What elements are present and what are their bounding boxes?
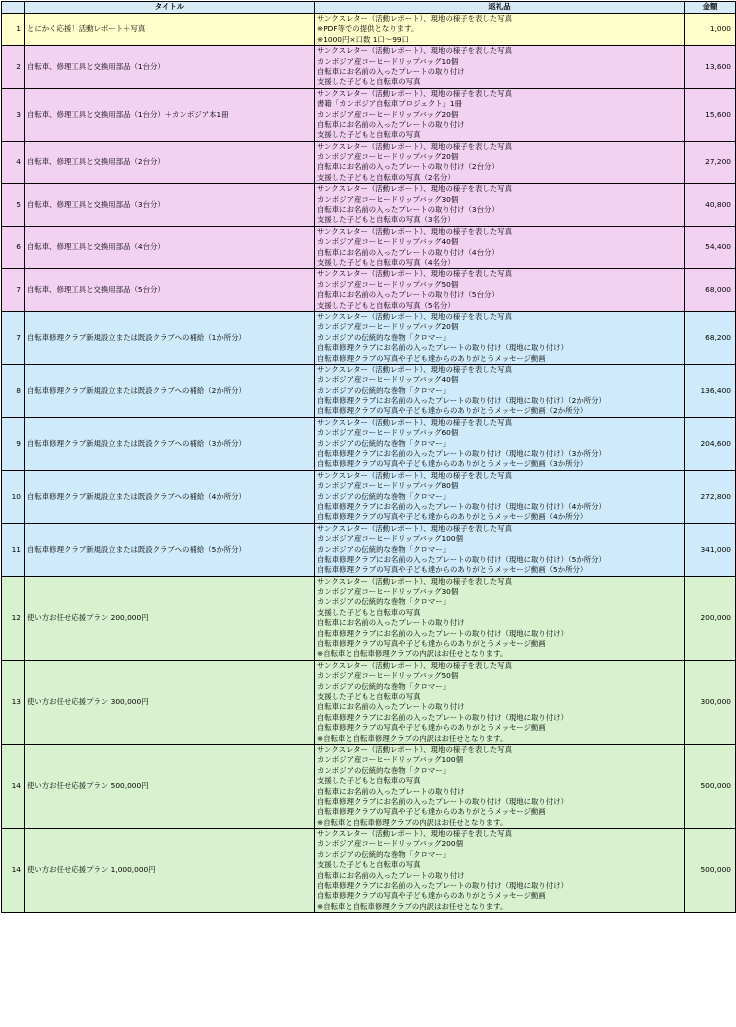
return-line: カンボジアの伝統的な巻物「クロマー」 bbox=[317, 332, 451, 342]
row-amount: 68,200 bbox=[685, 311, 736, 364]
return-line: 自転車修理クラブにお名前の入ったプレートの取り付け（現地に取り付け）（5か所分） bbox=[317, 554, 606, 564]
row-returns bbox=[315, 269, 685, 312]
return-line: サンクスレター（活動レポート）、現地の様子を表した写真 bbox=[317, 660, 512, 670]
row-amount: 40,800 bbox=[685, 184, 736, 227]
return-line: 自転車修理クラブの写真や子ども達からのありがとうメッセージ動画 bbox=[317, 353, 546, 363]
row-number: 8 bbox=[2, 364, 25, 417]
return-line: 自転車修理クラブの写真や子ども達からのありがとうメッセージ動画（3か所分） bbox=[317, 459, 588, 469]
return-line: ※PDF等での提供となります。 bbox=[317, 24, 419, 34]
return-line: カンボジア産コーヒードリップバッグ80個 bbox=[317, 481, 459, 491]
row-title: 自転車修理クラブ新規設立または既設クラブへの補給（4か所分） bbox=[25, 470, 315, 523]
row-returns bbox=[315, 829, 685, 913]
row-amount: 500,000 bbox=[685, 744, 736, 828]
return-line: 自転車修理クラブの写真や子ども達からのありがとうメッセージ動画（5か所分） bbox=[317, 565, 588, 575]
return-line: カンボジアの伝統的な巻物「クロマー」 bbox=[317, 765, 451, 775]
header-row bbox=[2, 2, 736, 14]
header-returns: 返礼品 bbox=[315, 2, 685, 14]
return-line: カンボジア産コーヒードリップバッグ200個 bbox=[317, 839, 463, 849]
return-line: 自転車修理クラブの写真や子ども達からのありがとうメッセージ動画 bbox=[317, 807, 546, 817]
row-title: 自転車修理クラブ新規設立または既設クラブへの補給（3か所分） bbox=[25, 417, 315, 470]
return-line: サンクスレター（活動レポート）、現地の様子を表した写真 bbox=[317, 523, 512, 533]
return-line: 自転車にお名前の入ったプレートの取り付け bbox=[317, 702, 465, 712]
return-line: 支援した子どもと自転車の写真 bbox=[317, 77, 421, 87]
return-line: カンボジア産コーヒードリップバッグ60個 bbox=[317, 428, 459, 438]
row-title: 自転車修理クラブ新規設立または既設クラブへの補給（1か所分） bbox=[25, 311, 315, 364]
return-line: サンクスレター（活動レポート）、現地の様子を表した写真 bbox=[317, 88, 512, 98]
return-line: 書籍「カンボジア自転車プロジェクト」1冊 bbox=[317, 99, 462, 109]
row-number: 1 bbox=[2, 14, 25, 46]
row-number: 6 bbox=[2, 226, 25, 269]
header-amount: 金額 bbox=[685, 2, 736, 14]
rewards-table bbox=[1, 1, 736, 913]
return-line: ※自転車と自転車修理クラブの内訳はお任せとなります。 bbox=[317, 649, 508, 659]
table-row bbox=[2, 417, 736, 470]
return-line: ※自転車と自転車修理クラブの内訳はお任せとなります。 bbox=[317, 817, 508, 827]
return-line: サンクスレター（活動レポート）、現地の様子を表した写真 bbox=[317, 226, 512, 236]
return-line: 自転車にお名前の入ったプレートの取り付け（3台分） bbox=[317, 205, 499, 215]
table-row bbox=[2, 576, 736, 660]
return-line: 自転車修理クラブの写真や子ども達からのありがとうメッセージ動画（4か所分） bbox=[317, 512, 588, 522]
row-title: 自転車、修理工具と交換用部品（1台分） bbox=[25, 46, 315, 89]
return-line: 自転車修理クラブにお名前の入ったプレートの取り付け（現地に取り付け） bbox=[317, 881, 568, 891]
return-line: カンボジアの伝統的な巻物「クロマー」 bbox=[317, 597, 451, 607]
return-line: 自転車修理クラブにお名前の入ったプレートの取り付け（現地に取り付け）（3か所分） bbox=[317, 449, 606, 459]
row-amount: 54,400 bbox=[685, 226, 736, 269]
row-number: 9 bbox=[2, 417, 25, 470]
return-line: 支援した子どもと自転車の写真 bbox=[317, 776, 421, 786]
return-line: 自転車にお名前の入ったプレートの取り付け bbox=[317, 618, 465, 628]
return-line: カンボジア産コーヒードリップバッグ100個 bbox=[317, 755, 463, 765]
table-row bbox=[2, 311, 736, 364]
return-line: サンクスレター（活動レポート）、現地の様子を表した写真 bbox=[317, 576, 512, 586]
return-line: 自転車にお名前の入ったプレートの取り付け bbox=[317, 870, 465, 880]
return-line: 自転車修理クラブにお名前の入ったプレートの取り付け（現地に取り付け）（4か所分） bbox=[317, 501, 606, 511]
row-returns bbox=[315, 226, 685, 269]
table-row bbox=[2, 660, 736, 744]
row-returns bbox=[315, 311, 685, 364]
table-row bbox=[2, 364, 736, 417]
table-row bbox=[2, 14, 736, 46]
return-line: サンクスレター（活動レポート）、現地の様子を表した写真 bbox=[317, 311, 512, 321]
row-number: 14 bbox=[2, 744, 25, 828]
return-line: カンボジアの伝統的な巻物「クロマー」 bbox=[317, 491, 451, 501]
return-line: 自転車修理クラブにお名前の入ったプレートの取り付け（現地に取り付け） bbox=[317, 796, 568, 806]
row-title: 使い方お任せ応援プラン 1,000,000円 bbox=[25, 829, 315, 913]
row-returns bbox=[315, 744, 685, 828]
return-line: カンボジア産コーヒードリップバッグ20個 bbox=[317, 322, 459, 332]
row-amount: 272,800 bbox=[685, 470, 736, 523]
row-amount: 1,000 bbox=[685, 14, 736, 46]
return-line: 支援した子どもと自転車の写真 bbox=[317, 692, 421, 701]
return-line: サンクスレター（活動レポート）、現地の様子を表した写真 bbox=[317, 184, 512, 194]
row-amount: 200,000 bbox=[685, 576, 736, 660]
row-returns bbox=[315, 470, 685, 523]
row-amount: 500,000 bbox=[685, 829, 736, 913]
table-row bbox=[2, 226, 736, 269]
row-number: 10 bbox=[2, 470, 25, 523]
return-line: カンボジアの伝統的な巻物「クロマー」 bbox=[317, 681, 451, 691]
row-amount: 15,600 bbox=[685, 88, 736, 141]
row-title: とにかく応援！活動レポート＋写真 bbox=[25, 14, 315, 46]
row-amount: 300,000 bbox=[685, 660, 736, 744]
return-line: 支援した子どもと自転車の写真（2名分） bbox=[317, 172, 455, 182]
return-line: 自転車修理クラブの写真や子ども達からのありがとうメッセージ動画（2か所分） bbox=[317, 406, 588, 416]
return-line: 自転車修理クラブの写真や子ども達からのありがとうメッセージ動画 bbox=[317, 891, 546, 901]
return-line: 自転車にお名前の入ったプレートの取り付け bbox=[317, 786, 465, 796]
return-line: 自転車にお名前の入ったプレートの取り付け bbox=[317, 119, 465, 129]
return-line: ※自転車と自転車修理クラブの内訳はお任せとなります。 bbox=[317, 901, 508, 911]
table-row bbox=[2, 470, 736, 523]
row-number: 14 bbox=[2, 829, 25, 913]
row-returns bbox=[315, 576, 685, 660]
return-line: サンクスレター（活動レポート）、現地の様子を表した写真 bbox=[317, 269, 512, 279]
row-number: 11 bbox=[2, 523, 25, 576]
return-line: 自転車修理クラブにお名前の入ったプレートの取り付け（現地に取り付け） bbox=[317, 343, 568, 353]
table-row bbox=[2, 88, 736, 141]
return-line: カンボジア産コーヒードリップバッグ40個 bbox=[317, 237, 459, 247]
table-row bbox=[2, 184, 736, 227]
return-line: カンボジア産コーヒードリップバッグ30個 bbox=[317, 194, 459, 204]
return-line: サンクスレター（活動レポート）、現地の様子を表した写真 bbox=[317, 14, 512, 23]
return-line: 支援した子どもと自転車の写真（4名分） bbox=[317, 257, 455, 267]
return-line: カンボジア産コーヒードリップバッグ40個 bbox=[317, 375, 459, 385]
return-line: カンボジアの伝統的な巻物「クロマー」 bbox=[317, 385, 451, 395]
row-title: 自転車、修理工具と交換用部品（2台分） bbox=[25, 141, 315, 184]
row-title: 自転車、修理工具と交換用部品（4台分） bbox=[25, 226, 315, 269]
table-row bbox=[2, 46, 736, 89]
return-line: サンクスレター（活動レポート）、現地の様子を表した写真 bbox=[317, 470, 512, 480]
return-line: サンクスレター（活動レポート）、現地の様子を表した写真 bbox=[317, 744, 512, 754]
row-returns bbox=[315, 184, 685, 227]
row-title: 自転車、修理工具と交換用部品（5台分） bbox=[25, 269, 315, 312]
row-title: 使い方お任せ応援プラン 300,000円 bbox=[25, 660, 315, 744]
row-amount: 13,600 bbox=[685, 46, 736, 89]
return-line: カンボジア産コーヒードリップバッグ50個 bbox=[317, 671, 459, 681]
row-returns bbox=[315, 660, 685, 744]
return-line: サンクスレター（活動レポート）、現地の様子を表した写真 bbox=[317, 46, 512, 56]
return-line: サンクスレター（活動レポート）、現地の様子を表した写真 bbox=[317, 141, 512, 151]
row-returns bbox=[315, 46, 685, 89]
return-line: カンボジア産コーヒードリップバッグ50個 bbox=[317, 279, 459, 289]
return-line: 自転車にお名前の入ったプレートの取り付け（4台分） bbox=[317, 247, 499, 257]
header-no bbox=[2, 2, 25, 14]
return-line: カンボジア産コーヒードリップバッグ100個 bbox=[317, 534, 463, 544]
table-row bbox=[2, 269, 736, 312]
row-returns bbox=[315, 14, 685, 46]
return-line: カンボジアの伝統的な巻物「クロマー」 bbox=[317, 849, 451, 859]
row-returns bbox=[315, 417, 685, 470]
row-number: 5 bbox=[2, 184, 25, 227]
header-title: タイトル bbox=[25, 2, 315, 14]
row-amount: 341,000 bbox=[685, 523, 736, 576]
return-line: 支援した子どもと自転車の写真 bbox=[317, 607, 421, 617]
row-amount: 68,000 bbox=[685, 269, 736, 312]
return-line: 自転車にお名前の入ったプレートの取り付け（5台分） bbox=[317, 290, 499, 300]
table-row bbox=[2, 141, 736, 184]
row-title: 自転車、修理工具と交換用部品（3台分） bbox=[25, 184, 315, 227]
row-returns bbox=[315, 88, 685, 141]
return-line: カンボジアの伝統的な巻物「クロマー」 bbox=[317, 438, 451, 448]
row-number: 7 bbox=[2, 311, 25, 364]
return-line: 自転車修理クラブにお名前の入ったプレートの取り付け（現地に取り付け）（2か所分） bbox=[317, 396, 606, 406]
return-line: 支援した子どもと自転車の写真（5名分） bbox=[317, 300, 455, 310]
return-line: 自転車修理クラブの写真や子ども達からのありがとうメッセージ動画 bbox=[317, 723, 546, 733]
return-line: 自転車にお名前の入ったプレートの取り付け bbox=[317, 66, 465, 76]
return-line: 支援した子どもと自転車の写真 bbox=[317, 860, 421, 870]
row-number: 13 bbox=[2, 660, 25, 744]
row-number: 12 bbox=[2, 576, 25, 660]
return-line: 自転車にお名前の入ったプレートの取り付け（2台分） bbox=[317, 162, 499, 172]
row-returns bbox=[315, 364, 685, 417]
row-title: 使い方お任せ応援プラン 200,000円 bbox=[25, 576, 315, 660]
row-title: 使い方お任せ応援プラン 500,000円 bbox=[25, 744, 315, 828]
return-line: 支援した子どもと自転車の写真 bbox=[317, 130, 421, 140]
row-title: 自転車、修理工具と交換用部品（1台分）＋カンボジア本1冊 bbox=[25, 88, 315, 141]
return-line: 自転車修理クラブの写真や子ども達からのありがとうメッセージ動画 bbox=[317, 639, 546, 649]
return-line: サンクスレター（活動レポート）、現地の様子を表した写真 bbox=[317, 829, 512, 839]
return-line: ※1000円×口数 1口～99口 bbox=[317, 34, 409, 44]
row-amount: 204,600 bbox=[685, 417, 736, 470]
return-line: サンクスレター（活動レポート）、現地の様子を表した写真 bbox=[317, 364, 512, 374]
return-line: カンボジア産コーヒードリップバッグ20個 bbox=[317, 152, 459, 162]
row-number: 7 bbox=[2, 269, 25, 312]
row-title: 自転車修理クラブ新規設立または既設クラブへの補給（2か所分） bbox=[25, 364, 315, 417]
return-line: ※自転車と自転車修理クラブの内訳はお任せとなります。 bbox=[317, 733, 508, 743]
return-line: 支援した子どもと自転車の写真（3名分） bbox=[317, 215, 455, 225]
return-line: サンクスレター（活動レポート）、現地の様子を表した写真 bbox=[317, 417, 512, 427]
return-line: カンボジア産コーヒードリップバッグ10個 bbox=[317, 56, 459, 66]
return-line: カンボジア産コーヒードリップバッグ30個 bbox=[317, 587, 459, 597]
row-amount: 27,200 bbox=[685, 141, 736, 184]
table-row bbox=[2, 744, 736, 828]
row-number: 3 bbox=[2, 88, 25, 141]
row-amount: 136,400 bbox=[685, 364, 736, 417]
row-title: 自転車修理クラブ新規設立または既設クラブへの補給（5か所分） bbox=[25, 523, 315, 576]
return-line: カンボジアの伝統的な巻物「クロマー」 bbox=[317, 544, 451, 554]
row-returns bbox=[315, 141, 685, 184]
row-number: 4 bbox=[2, 141, 25, 184]
row-returns bbox=[315, 523, 685, 576]
table-row bbox=[2, 523, 736, 576]
row-number: 2 bbox=[2, 46, 25, 89]
return-line: 自転車修理クラブにお名前の入ったプレートの取り付け（現地に取り付け） bbox=[317, 712, 568, 722]
return-line: カンボジア産コーヒードリップバッグ20個 bbox=[317, 109, 459, 119]
table-row bbox=[2, 829, 736, 913]
return-line: 自転車修理クラブにお名前の入ったプレートの取り付け（現地に取り付け） bbox=[317, 628, 568, 638]
table-body bbox=[2, 14, 736, 913]
